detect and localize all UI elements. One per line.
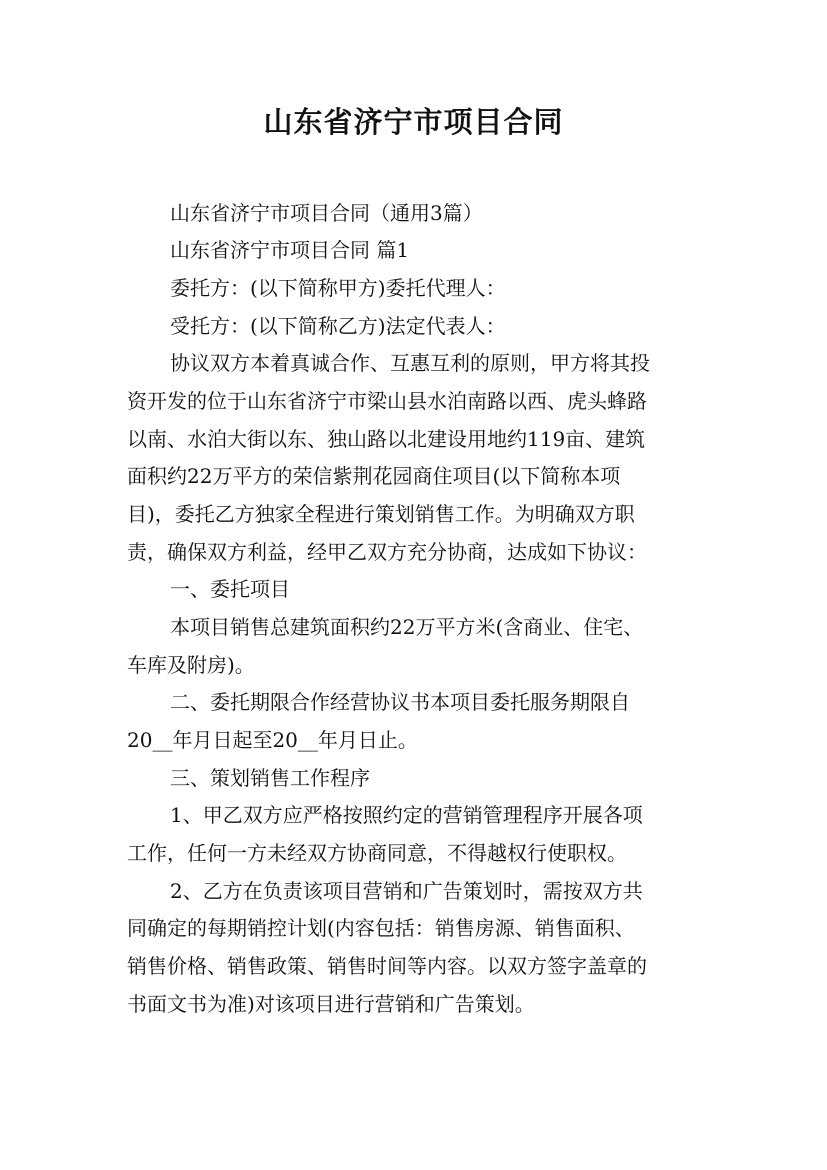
paragraph-line: 目)，委托乙方独家全程进行策划销售工作。为明确双方职: [127, 502, 635, 526]
paragraph-line: 资开发的位于山东省济宁市梁山县水泊南路以西、虎头蜂路: [127, 389, 647, 413]
party-b-line: 受托方：(以下简称乙方)法定代表人：: [170, 314, 506, 338]
document-title: 山东省济宁市项目合同: [263, 105, 564, 139]
paragraph-line: 本项目销售总建筑面积约22万平方米(含商业、住宅、: [170, 615, 644, 639]
clause-heading: 一、委托项目: [170, 577, 290, 601]
paragraph-line: 1、甲乙双方应严格按照约定的营销管理程序开展各项: [170, 803, 643, 827]
paragraph-line: 以南、水泊大街以东、独山路以北建设用地约119亩、建筑: [127, 427, 646, 451]
subtitle-line: 山东省济宁市项目合同（通用3篇）: [170, 201, 483, 225]
paragraph-line: 责，确保双方利益，经甲乙双方充分协商，达成如下协议：: [127, 540, 647, 564]
paragraph-line: 工作，任何一方未经双方协商同意，不得越权行使职权。: [127, 841, 627, 865]
clause-heading: 三、策划销售工作程序: [170, 766, 370, 790]
party-a-line: 委托方：(以下简称甲方)委托代理人：: [170, 276, 506, 300]
paragraph-line: 2、乙方在负责该项目营销和广告策划时，需按双方共: [170, 879, 643, 903]
paragraph-line: 销售价格、销售政策、销售时间等内容。以双方签字盖章的: [127, 954, 647, 978]
paragraph-line: 20__年月日起至20__年月日止。: [127, 728, 418, 752]
paragraph-line: 协议双方本着真诚合作、互惠互利的原则，甲方将其投: [170, 351, 650, 375]
paragraph-line: 车库及附房)。: [127, 653, 255, 677]
paragraph-line: 面积约22万平方的荣信紫荆花园商住项目(以下简称本项: [127, 464, 621, 488]
paragraph-line: 书面文书为准)对该项目进行营销和广告策划。: [127, 992, 535, 1016]
clause-heading: 二、委托期限合作经营协议书本项目委托服务期限自: [170, 690, 630, 714]
section-heading: 山东省济宁市项目合同 篇1: [170, 238, 410, 262]
paragraph-line: 同确定的每期销控计划(内容包括：销售房源、销售面积、: [127, 916, 635, 940]
